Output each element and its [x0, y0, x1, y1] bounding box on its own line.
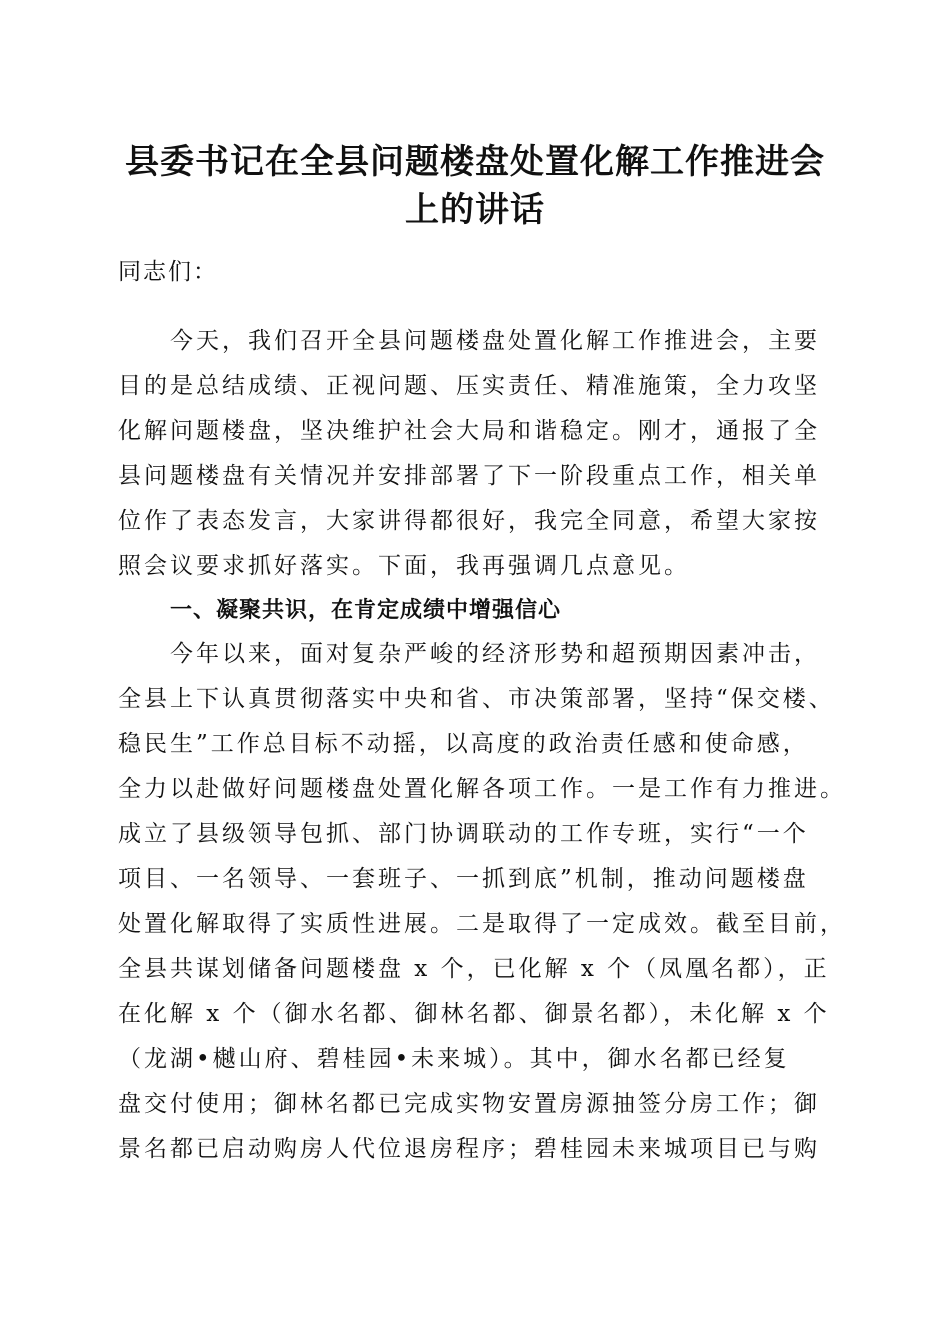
paragraph-line: 盘交付使用；御林名都已完成实物安置房源抽签分房工作；御 — [118, 1091, 820, 1117]
paragraph-achievements — [118, 632, 846, 1172]
paragraph-line: 全县上下认真贯彻落实中央和省、市决策部署，坚持“保交楼、 — [118, 686, 835, 712]
paragraph-intro — [118, 319, 838, 589]
paragraph-line: 位作了表态发言，大家讲得都很好，我完全同意，希望大家按 — [118, 508, 820, 534]
title-line-2: 上的讲话 — [405, 190, 545, 230]
paragraph-line: 县问题楼盘有关情况并安排部署了下一阶段重点工作，相关单 — [118, 463, 820, 489]
paragraph-line: 处置化解取得了实质性进展。二是取得了一定成效。截至目前， — [118, 911, 846, 937]
paragraph-line: 今年以来，面对复杂严峻的经济形势和超预期因素冲击， — [170, 641, 820, 667]
paragraph-line: 化解问题楼盘，坚决维护社会大局和谐稳定。刚才，通报了全 — [118, 418, 820, 444]
paragraph-line: 目的是总结成绩、正视问题、压实责任、精准施策，全力攻坚 — [118, 373, 820, 399]
paragraph-line: 稳民生”工作总目标不动摇，以高度的政治责任感和使命感， — [118, 731, 809, 757]
section-heading-1: 一、凝聚共识，在肯定成绩中增强信心 — [170, 598, 562, 623]
paragraph-line: 照会议要求抓好落实。下面，我再强调几点意见。 — [118, 553, 690, 579]
title-line-1: 县委书记在全县问题楼盘处置化解工作推进会 — [125, 142, 825, 182]
paragraph-line: （龙湖•樾山府、碧桂园•未来城）。其中，御水名都已经复 — [118, 1046, 790, 1072]
paragraph-line: 全力以赴做好问题楼盘处置化解各项工作。一是工作有力推进。 — [118, 776, 846, 802]
document-title — [100, 138, 850, 234]
paragraph-line: 景名都已启动购房人代位退房程序；碧桂园未来城项目已与购 — [118, 1136, 820, 1162]
paragraph-line: 项目、一名领导、一套班子、一抓到底”机制，推动问题楼盘 — [118, 866, 809, 892]
paragraph-line: 今天，我们召开全县问题楼盘处置化解工作推进会，主要 — [170, 328, 820, 354]
paragraph-line: 在化解 x 个（御水名都、御林名都、御景名都），未化解 x 个 — [118, 1001, 830, 1027]
salutation: 同志们： — [118, 259, 218, 285]
paragraph-line: 全县共谋划储备问题楼盘 x 个，已化解 x 个（凤凰名都），正 — [118, 956, 830, 982]
paragraph-line: 成立了县级领导包抓、部门协调联动的工作专班，实行“一个 — [118, 821, 809, 847]
